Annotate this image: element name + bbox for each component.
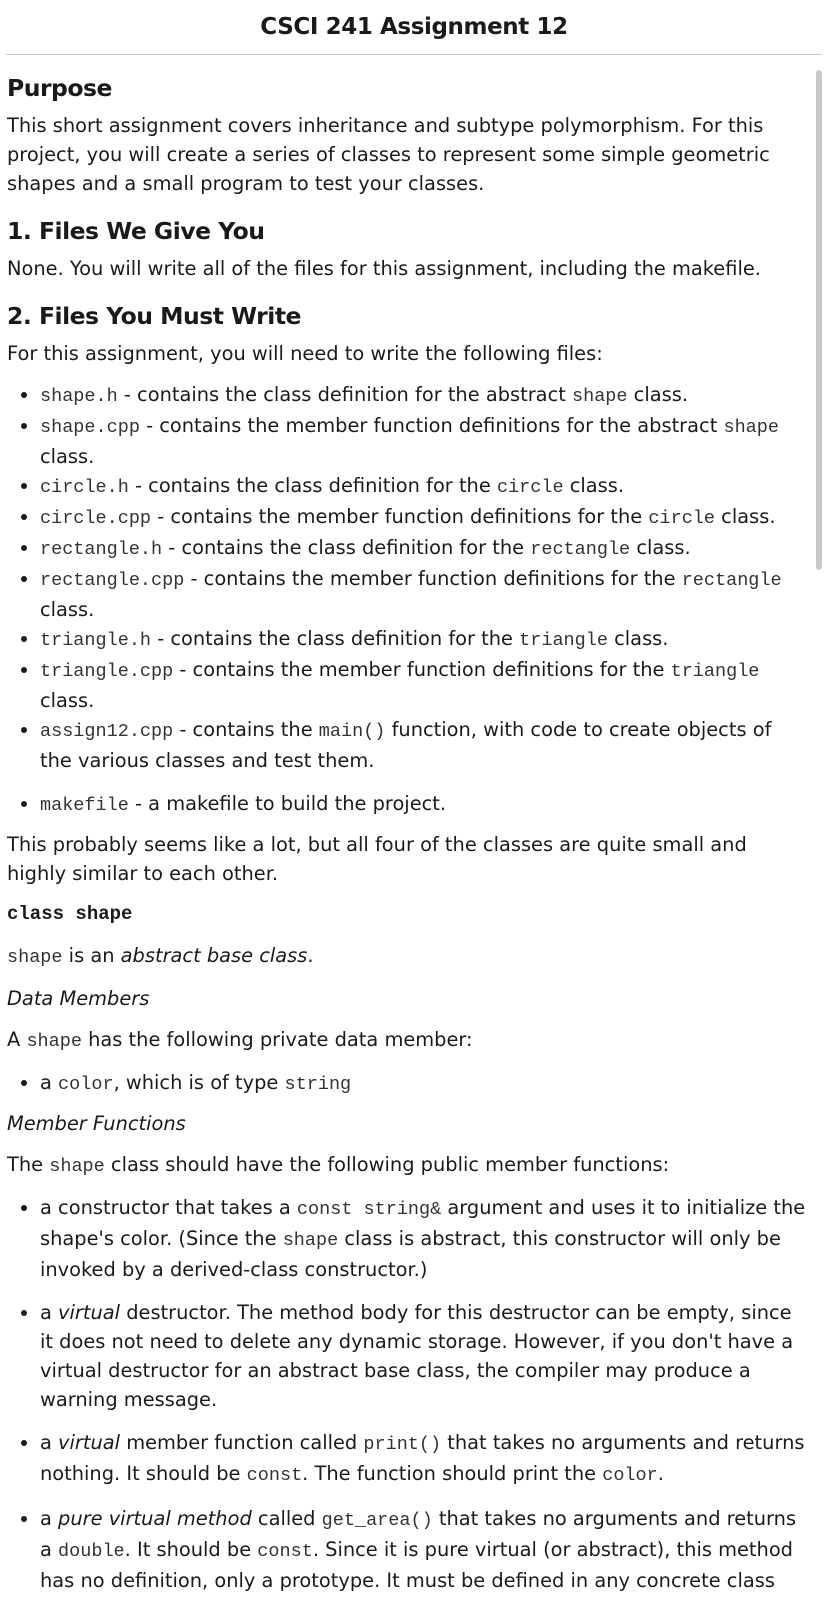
list-item: • a virtual member function called print() that takes no arguments and returns nothing. It should be const. The function should print the color. <box>40 1428 808 1490</box>
file-list <box>7 380 808 820</box>
class-shape-heading: class shape <box>7 903 133 925</box>
list-item: • a constructor that takes a const string& argument and uses it to initialize the shape's color. (Since the shape class is abstract, this constructor will only be invoked by a derived-class constructor.) <box>40 1193 808 1284</box>
purpose-text: This short assignment covers inheritance and subtype polymorphism. For this project, you will create a series of classes to represent some simple geometric shapes and a small program to test your classes. <box>7 114 770 195</box>
list-item: • makefile - a makefile to build the project. <box>40 789 808 820</box>
list-item: • shape.cpp - contains the member function definitions for the abstract shape class. <box>40 411 808 471</box>
list-item: • a virtual destructor. The method body for this destructor can be empty, since it does not need to delete any dynamic storage. However, if you don't have a virtual destructor for an abstract base class, the compiler may produce a warning message. <box>40 1298 808 1414</box>
document-body <box>0 73 828 1595</box>
files-given-heading: 1. Files We Give You <box>7 217 265 245</box>
scrollbar[interactable] <box>816 70 822 570</box>
files-write-outro: This probably seems like a lot, but all four of the classes are quite small and highly similar to each other. <box>7 833 747 885</box>
list-item: • rectangle.cpp - contains the member function definitions for the rectangle class. <box>40 564 808 624</box>
list-item: • circle.cpp - contains the member function definitions for the circle class. <box>40 502 808 533</box>
page-title: CSCI 241 Assignment 12 <box>260 14 568 40</box>
class-shape-description: shape is an abstract base class. <box>7 944 314 968</box>
member-functions-intro: The shape class should have the following public member functions: <box>7 1153 670 1177</box>
data-members-heading: Data Members <box>7 987 150 1010</box>
files-write-intro: For this assignment, you will need to write the following files: <box>7 342 603 365</box>
list-item: • triangle.cpp - contains the member function definitions for the triangle class. <box>40 655 808 715</box>
list-item: • a color, which is of type string <box>40 1068 808 1099</box>
list-item: • assign12.cpp - contains the main() function, with code to create objects of the various classes and test them. <box>40 715 808 775</box>
member-functions-heading: Member Functions <box>7 1112 186 1135</box>
list-item: • circle.h - contains the class definition for the circle class. <box>40 471 808 502</box>
files-given-text: None. You will write all of the files for this assignment, including the makefile. <box>7 257 761 280</box>
data-members-intro: A shape has the following private data member: <box>7 1028 473 1052</box>
header <box>6 0 822 55</box>
purpose-heading: Purpose <box>7 74 112 102</box>
member-function-list <box>7 1193 808 1595</box>
list-item: • a pure virtual method called get_area() that takes no arguments and returns a double. It should be const. Since it is pure virtual (or abstract), this method has no definition, only a prototype. It must be defined in any concrete class <box>40 1504 808 1595</box>
list-item: • rectangle.h - contains the class definition for the rectangle class. <box>40 533 808 564</box>
list-item: • shape.h - contains the class definition for the abstract shape class. <box>40 380 808 411</box>
data-member-list <box>7 1068 808 1099</box>
files-write-heading: 2. Files You Must Write <box>7 302 301 330</box>
list-item: • triangle.h - contains the class definition for the triangle class. <box>40 624 808 655</box>
